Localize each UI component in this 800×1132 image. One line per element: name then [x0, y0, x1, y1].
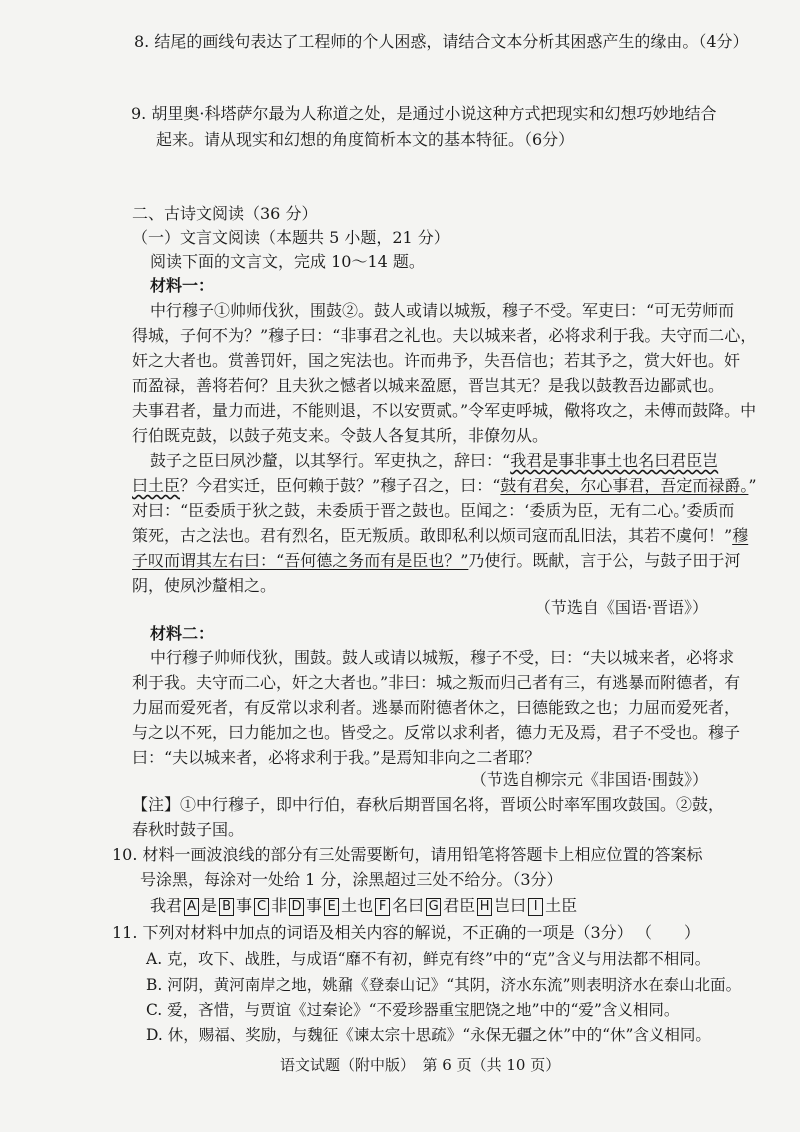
material-1-para2-line-2 [132, 476, 757, 496]
question-9-line-1: 9. 胡里奥·科塔萨尔最为人称道之处，是通过小说这种方式把现实和幻想巧妙地结合 [131, 104, 717, 123]
answer-box-b[interactable]: B [219, 898, 234, 916]
question-11-option-b: B. 河阴，黄河南岸之地，姚鼐《登泰山记》“其阴，济水东流”则表明济水在泰山北面。 [146, 976, 742, 994]
answer-box-d[interactable]: D [289, 898, 304, 916]
material-1-label: 材料一： [150, 276, 215, 295]
answer-box-e[interactable]: E [324, 898, 339, 916]
answer-box-i[interactable]: I [528, 898, 543, 916]
material-1-para2-line-4 [132, 526, 748, 546]
material-1-para2-line-1 [150, 451, 718, 471]
underlined-text: 鼓有君矣，尔心事君，吾定而禄爵。 [500, 476, 749, 495]
answer-segment: 事 [306, 896, 323, 915]
material-1-para2-line-5 [132, 551, 740, 571]
question-11-stem: 11. 下列对材料中加点的词语及相关内容的解说，不正确的一项是（3分） [112, 923, 633, 942]
para2-text: ？今君实迁，臣何赖于鼓？”穆子召之，曰：“ [180, 476, 501, 495]
section-instruction: 阅读下面的文言文，完成 10～14 题。 [150, 252, 425, 271]
para2-text: 策死，古之法也。君有烈名，臣无叛质。敢即私利以烦司寇而乱旧法，其若不虞何！” [132, 526, 733, 545]
material-2-source: （节选自柳宗元《非国语·围鼓》） [470, 770, 708, 789]
answer-segment: 名曰 [392, 896, 425, 915]
answer-segment: 土也 [341, 896, 374, 915]
question-9-line-2: 起来。请从现实和幻想的角度简析本文的基本特征。（6分） [156, 130, 575, 149]
answer-box-f[interactable]: F [375, 898, 390, 916]
para2-text: ” [748, 476, 757, 495]
material-1-line: 而盈禄，善将若何？且夫狄之憾者以城来盈愿，晋岂其无？是我以鼓教吾边鄙贰也。 [132, 376, 725, 395]
para2-text: 乃使行。既献，言于公，与鼓子田于河 [468, 551, 741, 570]
material-1-line: 对曰：“臣委质于狄之鼓，未委质于晋之鼓也。臣闻之：‘委质为臣，无有二心。’委质而 [132, 501, 735, 520]
wavy-underlined-text: 曰土臣 [132, 476, 181, 495]
page-footer: 语文试题（附中版） 第 6 页（共 10 页） [280, 1056, 561, 1074]
para2-text: 鼓子之臣曰夙沙釐，以其孥行。军吏执之，辞曰：“ [150, 451, 511, 470]
section-heading: 二、古诗文阅读（36 分） [132, 204, 318, 223]
material-2-line: 力屈而爱死者，有反常以求利者。逃暴而附德者休之，曰德能致之也；力屈而爱死者， [132, 698, 741, 717]
material-2-line: 利于我。夫守而二心，奸之大者也。”非曰：城之叛而归己者有三，有逃暴而附德者，有 [132, 673, 741, 692]
answer-box-g[interactable]: G [426, 898, 441, 916]
material-1-line: 奸之大者也。赏善罚奸，国之宪法也。许而弗予，失吾信也；若其予之，赏大奸也。奸 [132, 351, 741, 370]
answer-segment: 非 [271, 896, 288, 915]
question-11-option-a: A. 克，攻下、战胜，与成语“靡不有初，鲜克有终”中的“克”含义与用法都不相同。 [146, 950, 711, 968]
material-2-label: 材料二： [150, 624, 215, 643]
question-10-answer-row [150, 896, 577, 916]
underlined-text: 子叹而谓其左右曰： [132, 551, 277, 570]
material-2-line: 与之以不死，曰力能加之也。皆受之。反常以求利者，德力无及焉，君子不受也。穆子 [132, 723, 741, 742]
question-8: 8. 结尾的画线句表达了工程师的个人困惑，请结合文本分析其困惑产生的缘由。（4分） [134, 32, 749, 51]
material-2-line: 中行穆子帅师伐狄，围鼓。鼓人或请以城叛，穆子不受，曰：“夫以城来者，必将求 [150, 648, 735, 667]
question-11-answer-paren[interactable]: （ ） [636, 923, 701, 942]
question-11-option-c: C. 爱，吝惜，与贾谊《过秦论》“不爱珍器重宝肥饶之地”中的“爱”含义相同。 [146, 1001, 680, 1019]
question-10-line-2: 号涂黑，每涂对一处给 1 分，涂黑超过三处不给分。（3分） [140, 870, 563, 889]
question-10-line-1: 10. 材料一画波浪线的部分有三处需要断句，请用铅笔将答题卡上相应位置的答案标 [112, 845, 703, 864]
material-1-line: 夫事君者，量力而进，不能则退，不以安贾贰。”令军吏呼城，儆将攻之，未傅而鼓降。中 [132, 401, 757, 420]
answer-box-a[interactable]: A [184, 898, 199, 916]
underlined-text: “吾何德之务而有是臣也？” [276, 551, 469, 570]
note-line-1: 【注】①中行穆子，即中行伯，春秋后期晋国名将，晋顷公时率军围攻鼓国。②鼓， [132, 795, 725, 814]
material-2-line: 曰：“夫以城来者，必将求利于我。”是焉知非向之二者耶？ [132, 748, 541, 767]
question-11-option-d: D. 休，赐福、奖励，与魏征《谏太宗十思疏》“永保无疆之休”中的“休”含义相同。 [146, 1026, 711, 1044]
material-1-source: （节选自《国语·晋语》） [534, 598, 708, 617]
material-1-line: 得城，子何不为？”穆子曰：“非事君之礼也。夫以城来者，必将求利于我。夫守而二心， [132, 326, 757, 345]
answer-box-c[interactable]: C [254, 898, 269, 916]
section-subheading: （一）文言文阅读（本题共 5 小题，21 分） [132, 228, 450, 247]
wavy-underlined-text: 我君是事非事土也名曰君臣岂 [510, 451, 719, 470]
answer-segment: 岂 [494, 896, 511, 915]
answer-segment: 君臣 [443, 896, 476, 915]
note-line-2: 春秋时鼓子国。 [132, 820, 245, 839]
material-1-line: 中行穆子①帅师伐狄，围鼓②。鼓人或请以城叛，穆子不受。军吏曰：“可无劳师而 [150, 301, 735, 320]
answer-segment: 土臣 [545, 896, 578, 915]
answer-segment: 曰 [510, 896, 527, 915]
underlined-text: 穆 [732, 526, 749, 545]
answer-box-h[interactable]: H [477, 898, 492, 916]
material-1-line: 阴，使夙沙釐相之。 [132, 576, 277, 595]
material-1-line: 行伯既克鼓，以鼓子苑支来。令鼓人各复其所，非僚勿从。 [132, 426, 549, 445]
answer-segment: 是 [201, 896, 218, 915]
answer-segment: 我君 [150, 896, 183, 915]
answer-segment: 事 [236, 896, 253, 915]
